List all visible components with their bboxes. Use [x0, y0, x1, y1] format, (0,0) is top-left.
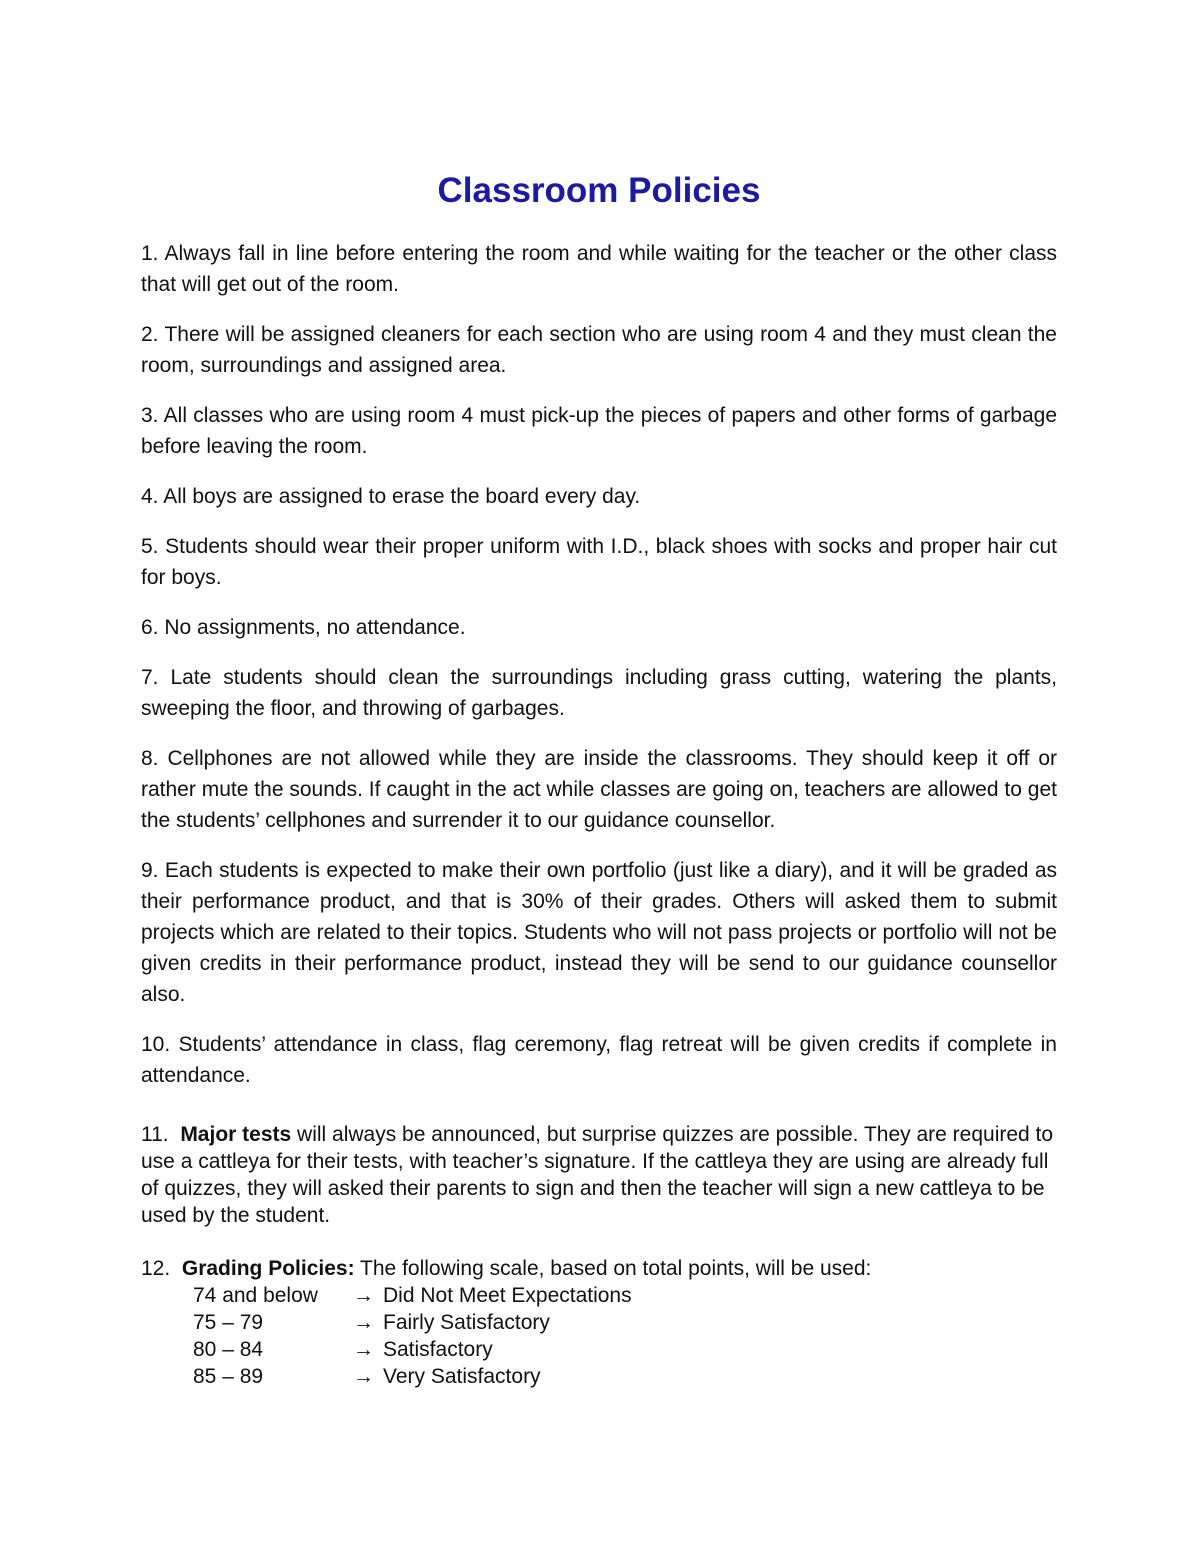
grading-scale [193, 1282, 1057, 1390]
grade-range: 85 – 89 [193, 1365, 264, 1388]
grade-range: 75 – 79 [193, 1311, 264, 1334]
policy-number: 1. [141, 242, 159, 265]
grade-label: Very Satisfactory [383, 1365, 541, 1388]
policy-text: Students’ attendance in class, flag ceremony, flag retreat will be given credits if complete in attendance. [141, 1033, 1057, 1087]
arrow-right-icon: → [353, 1311, 374, 1334]
policy-item [141, 662, 1057, 724]
policy-text: Late students should clean the surroundings including grass cutting, watering the plants, sweeping the floor, and throwing of garbages. [141, 666, 1057, 720]
policy-item [141, 531, 1057, 593]
document-page [141, 170, 1057, 1390]
grade-label: Fairly Satisfactory [383, 1311, 550, 1334]
policy-number: 10. [141, 1033, 171, 1056]
grade-range: 80 – 84 [193, 1338, 264, 1361]
policy-item [141, 400, 1057, 462]
policy-bold-label: Grading Policies: [181, 1257, 355, 1280]
grading-scale-row [193, 1336, 1057, 1363]
policy-item [141, 481, 1057, 512]
policy-item [141, 319, 1057, 381]
grade-label: Did Not Meet Expectations [383, 1284, 632, 1307]
policy-text: All boys are assigned to erase the board every day. [163, 485, 641, 508]
policy-bold-label: Major tests [180, 1123, 292, 1146]
policy-item-grading [141, 1255, 1057, 1282]
policy-number: 6. [141, 616, 159, 639]
grade-label: Satisfactory [383, 1338, 493, 1361]
policy-number: 4. [141, 485, 159, 508]
policy-number: 9. [141, 859, 159, 882]
policy-number: 8. [141, 747, 159, 770]
policy-item [141, 1029, 1057, 1091]
policy-text: The following scale, based on total points, will be used: [354, 1257, 872, 1280]
policy-text: Each students is expected to make their own portfolio (just like a diary), and it will be graded as their performance product, and that is 30% of their grades. Others will asked them to submit projects which are related to their topics. Students who will not pass projects or portfolio will not be given credits in their performance product, instead they will be send to our guidance counsellor also. [141, 859, 1057, 1006]
arrow-right-icon: → [353, 1284, 374, 1307]
policy-number: 12. [141, 1257, 171, 1280]
policy-number: 3. [141, 404, 159, 427]
policy-text: will always be announced, but surprise quizzes are possible. They are required to use a cattleya for their tests, with teacher’s signature. If the cattleya they are using are already full of quizzes, they will asked their parents to sign and then the teacher will sign a new cattleya to be used by the student. [141, 1123, 1054, 1227]
arrow-right-icon: → [353, 1338, 374, 1361]
policy-number: 7. [141, 666, 159, 689]
policy-text: All classes who are using room 4 must pick-up the pieces of papers and other forms of garbage before leaving the room. [141, 404, 1057, 458]
arrow-right-icon: → [353, 1365, 374, 1388]
policy-item [141, 238, 1057, 300]
grade-range: 74 and below [193, 1284, 318, 1307]
policy-text: Cellphones are not allowed while they are inside the classrooms. They should keep it off or rather mute the sounds. If caught in the act while classes are going on, teachers are allowed to get the students’ cellphones and surrender it to our guidance counsellor. [141, 747, 1057, 832]
policy-text: No assignments, no attendance. [164, 616, 466, 639]
grading-scale-row [193, 1363, 1057, 1390]
policy-item [141, 855, 1057, 1010]
page-title: Classroom Policies [437, 171, 761, 210]
policy-number: 11. [141, 1123, 169, 1146]
grading-scale-row [193, 1282, 1057, 1309]
policy-text: There will be assigned cleaners for each section who are using room 4 and they must clean the room, surroundings and assigned area. [141, 323, 1057, 377]
policy-number: 2. [141, 323, 159, 346]
policy-text: Always fall in line before entering the room and while waiting for the teacher or the other class that will get out of the room. [141, 242, 1057, 296]
policy-number: 5. [141, 535, 159, 558]
policy-text: Students should wear their proper uniform with I.D., black shoes with socks and proper hair cut for boys. [141, 535, 1057, 589]
grading-scale-row [193, 1309, 1057, 1336]
policy-item [141, 743, 1057, 836]
policy-item [141, 612, 1057, 643]
policy-item-major-tests [141, 1121, 1057, 1229]
